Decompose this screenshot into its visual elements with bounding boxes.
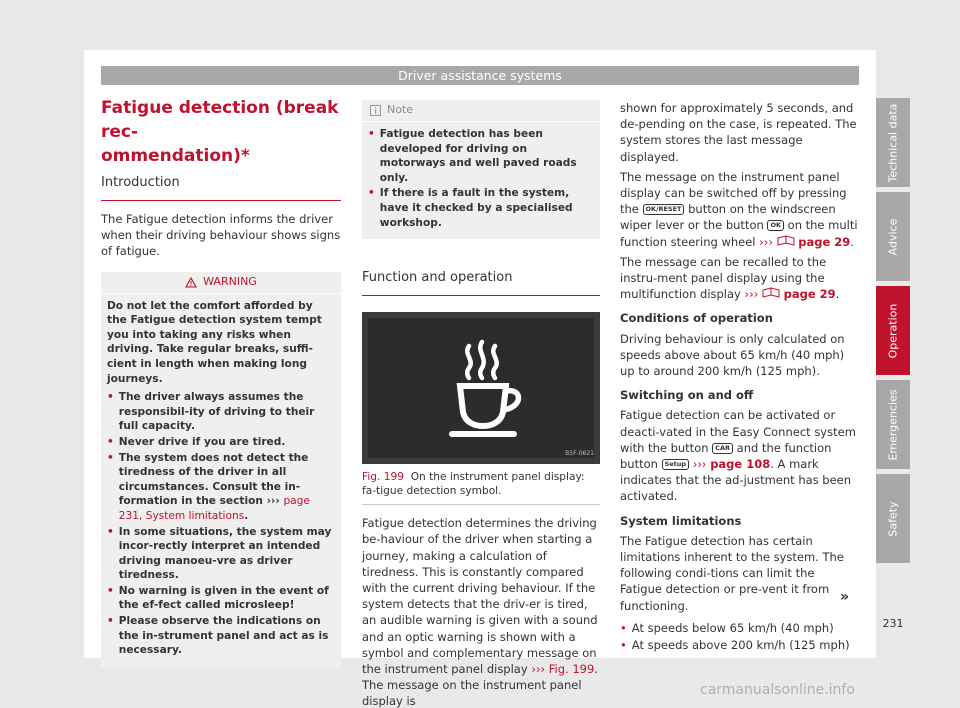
figure-caption: Fig. 199 On the instrument panel display: fa-tigue detection symbol. xyxy=(362,470,600,505)
note-header: Note xyxy=(362,100,600,122)
warning-lead: Do not let the comfort afforded by the Fatigue detection system tempt you into taking any risks when driving. Take regular breaks, suffi-cient in length when making long journeys. xyxy=(107,299,322,385)
note-box xyxy=(362,100,600,239)
info-icon xyxy=(370,105,381,116)
column-2 xyxy=(362,100,600,708)
paragraph-switching: Fatigue detection can be activated or deacti-vated in the Easy Connect system with the button CAR and the function button Setup ››› page 108. A mark indicates that the ad-justment has been activated. xyxy=(620,408,856,504)
warning-box xyxy=(101,272,341,667)
paragraph-conditions: Driving behaviour is only calculated on speeds above about 65 km/h (40 mph) up to around 200 km/h (125 mph). xyxy=(620,331,845,379)
warning-item: • Never drive if you are tired. xyxy=(107,435,286,448)
page-29-link[interactable]: page 29 xyxy=(783,287,836,302)
tab-safety[interactable]: Safety xyxy=(876,474,910,563)
warning-item: • Please observe the indications on the in-strument panel and act as is necessary. xyxy=(107,615,329,657)
tab-operation[interactable]: Operation xyxy=(876,286,910,375)
page-108-link[interactable]: page 108 xyxy=(710,457,771,472)
chapter-header: Driver assistance systems xyxy=(101,66,859,85)
book-ref-icon xyxy=(762,287,780,298)
ok-key-icon: OK xyxy=(767,220,784,231)
setup-key-icon: Setup xyxy=(662,459,689,470)
warning-item: • The driver always assumes the responsibil-ity of driving to their full capacity. xyxy=(107,391,315,433)
continue-arrow-icon: » xyxy=(840,589,850,605)
car-key-icon: CAR xyxy=(712,443,733,454)
tab-emergencies[interactable]: Emergencies xyxy=(876,380,910,469)
watermark: carmanualsonline.info xyxy=(700,682,855,698)
book-ref-icon xyxy=(777,235,795,246)
page-29-link[interactable]: page 29 xyxy=(798,234,851,249)
section-title: Fatigue detection (break rec- ommendation)* xyxy=(101,98,339,166)
intro-paragraph: The Fatigue detection informs the driver when their driving behaviour shows signs of fatigue. xyxy=(101,212,341,259)
coffee-cup-icon xyxy=(368,318,594,458)
warning-item: • In some situations, the system may incor-rectly interpret an intended driving manoeu-vre as driver tiredness. xyxy=(107,525,332,582)
subsection-introduction: Introduction xyxy=(101,174,341,201)
column-3 xyxy=(620,100,860,654)
paragraph-limitations: The Fatigue detection has certain limitations inherent to the system. The following condi-tions can limit the Fatigue detection or pre-vent it from functioning. xyxy=(620,533,844,613)
limitation-item: • At speeds below 65 km/h (40 mph) xyxy=(620,620,834,635)
system-limitations-link[interactable]: page 231, System limitations xyxy=(118,495,310,522)
fig-199-link[interactable]: Fig. 199 xyxy=(548,661,595,676)
tab-advice[interactable]: Advice xyxy=(876,192,910,281)
note-item: • If there is a fault in the system, have it checked by a specialised workshop. xyxy=(368,187,573,229)
paragraph-recall-message: The message can be recalled to the instru-ment panel display using the multifunction display ››› page 29. xyxy=(620,254,840,302)
ok-reset-key-icon: OK/RESET xyxy=(643,204,685,215)
warning-item: • The system does not detect the tiredness of the driver in all circumstances. Consult the in-formation in the section ››› page 231, System limitations. xyxy=(107,451,310,522)
heading-switching: Switching on and off xyxy=(620,388,754,403)
tab-technical-data[interactable]: Technical data xyxy=(876,98,910,187)
limitation-item: • At speeds above 200 km/h (125 mph) xyxy=(620,638,850,653)
page-number: 231 xyxy=(882,617,904,630)
function-paragraph: Fatigue detection determines the driving be-haviour of the driver when starting a journey, making a calculation of tiredness. This is constantly compared with the current driving behaviour. If the system detects that the driv-er is tired, an audible warning is given with a sound and an optic warning is shown with a symbol and complementary message on the instrument panel display ››› Fig. 199. The message on the instrument panel display is xyxy=(362,516,598,708)
chapter-tabs xyxy=(876,98,910,568)
heading-limitations: System limitations xyxy=(620,513,742,528)
paragraph-display-duration: shown for approximately 5 seconds, and de-pending on the case, is repeated. The system stores the last message displayed. xyxy=(620,101,857,164)
figure-code: B5F-0621 xyxy=(565,449,594,457)
heading-conditions: Conditions of operation xyxy=(620,311,773,326)
paragraph-switch-off-message: The message on the instrument panel display can be switched off by pressing the OK/RESET button on the windscreen wiper lever or the button OK on the multi function steering wheel ››› page 29. xyxy=(620,169,858,249)
warning-item: • No warning is given in the event of the ef-fect called microsleep! xyxy=(107,584,329,612)
note-item: • Fatigue detection has been developed for driving on motorways and well paved roads only. xyxy=(368,128,577,184)
figure-199 xyxy=(362,312,600,464)
warning-triangle-icon xyxy=(185,277,197,288)
column-1 xyxy=(101,96,341,667)
subsection-function-operation: Function and operation xyxy=(362,269,600,296)
warning-header: WARNING xyxy=(101,272,341,294)
